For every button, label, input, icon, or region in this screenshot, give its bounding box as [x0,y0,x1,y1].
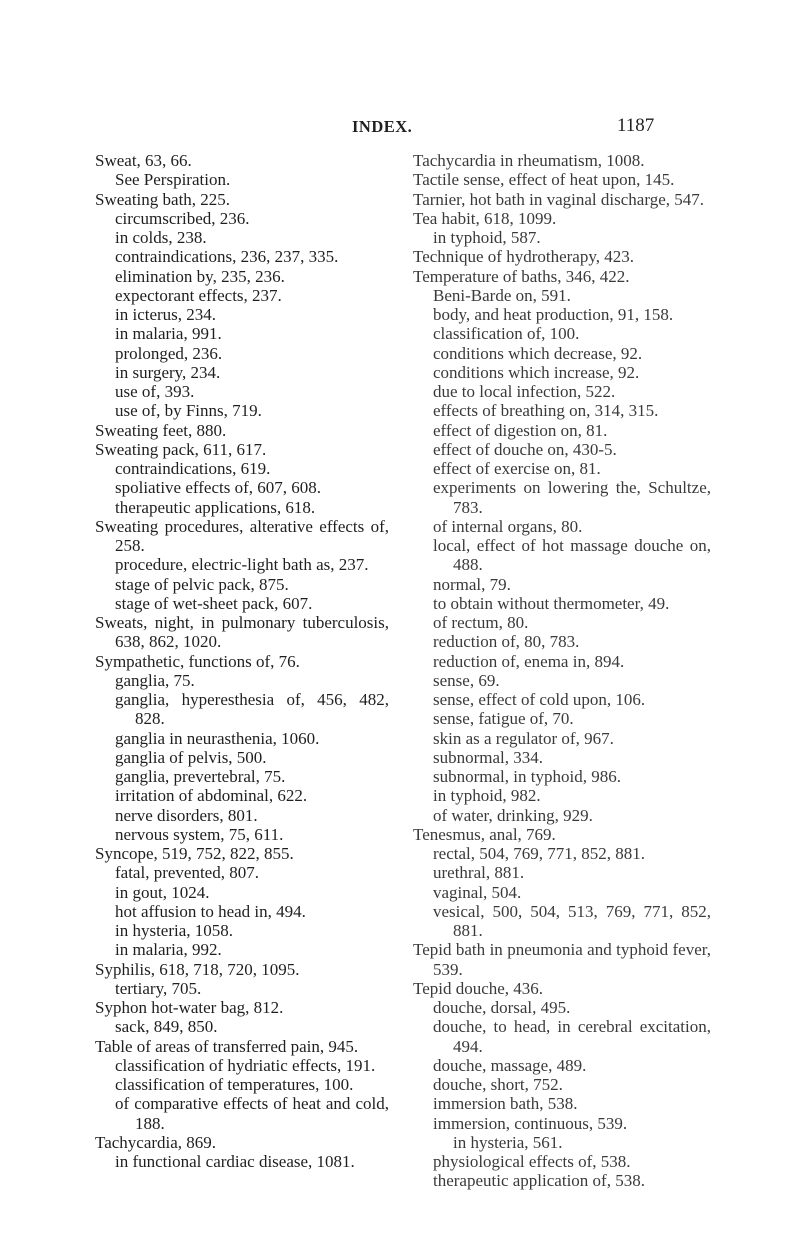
index-subentry: immersion, continuous, 539. [433,1113,628,1133]
index-entry: Tactile sense, effect of heat upon, 145. [413,170,675,190]
index-entry: Tepid douche, 436. [413,978,544,998]
index-subentry: conditions which increase, 92. [433,362,640,382]
index-subentry: douche, to head, in cerebral excitation, 494. [433,1017,711,1056]
index-subentry: fatal, prevented, 807. [115,863,259,883]
index-subentry: to obtain without thermometer, 49. [433,593,670,613]
index-subentry: in malaria, 991. [115,324,222,344]
index-subentry: therapeutic application of, 538. [433,1171,645,1191]
index-subentry: ganglia in neurasthenia, 1060. [115,728,320,748]
index-column-right [413,151,711,1191]
index-subentry: vesical, 500, 504, 513, 769, 771, 852, 881. [433,901,711,940]
index-subentry: circumscribed, 236. [115,208,250,228]
index-subentry: douche, short, 752. [433,1075,563,1094]
index-subentry: stage of wet-sheet pack, 607. [115,593,313,613]
index-subentry: classification of hydriatic effects, 191. [115,1055,376,1075]
index-entry: Sweat, 63, 66. [95,151,192,170]
index-subentry: in malaria, 992. [115,940,222,960]
index-subentry: sack, 849, 850. [115,1017,218,1037]
index-subentry: experiments on lowering the, Schultze, 783. [433,478,711,517]
index-subentry: nerve disorders, 801. [115,805,258,825]
index-subentry: of internal organs, 80. [433,516,583,536]
index-subentry: sense, fatigue of, 70. [433,709,574,729]
index-entry: Temperature of baths, 346, 422. [413,266,630,286]
index-subentry: sense, 69. [433,670,500,690]
index-subentry: conditions which decrease, 92. [433,343,643,363]
index-subentry: in surgery, 234. [115,362,221,382]
index-subentry: hot affusion to head in, 494. [115,901,306,921]
index-entry: Tenesmus, anal, 769. [413,824,556,844]
index-subentry: use of, 393. [115,382,195,401]
index-subentry: immersion bath, 538. [433,1094,578,1114]
index-subentry: effect of digestion on, 81. [433,420,608,440]
index-subentry: reduction of, 80, 783. [433,632,580,652]
index-subentry: effect of exercise on, 81. [433,459,601,478]
index-subentry: douche, massage, 489. [433,1055,587,1075]
index-subentry: in colds, 238. [115,228,207,247]
index-subentry: in typhoid, 982. [433,786,541,806]
index-subentry: subnormal, 334. [433,747,544,767]
index-subentry: ganglia, hyperesthesia of, 456, 482, 828. [115,690,389,729]
index-entry: Sweats, night, in pulmonary tuberculosis, 638, 862, 1020. [95,613,389,652]
index-entry: Tarnier, hot bath in vaginal discharge, 547. [413,189,704,209]
index-entry: Tepid bath in pneumonia and typhoid fever, 539. [413,940,711,979]
index-entry: Tachycardia, 869. [95,1132,217,1152]
index-subentry: rectal, 504, 769, 771, 852, 881. [433,844,645,863]
index-subentry: classification of temperatures, 100. [115,1075,354,1094]
page-number: 1187 [617,115,655,136]
index-entry: Syncope, 519, 752, 822, 855. [95,844,294,863]
index-subentry: therapeutic applications, 618. [115,497,316,517]
index-subentry: prolonged, 236. [115,343,223,363]
index-subentry: contraindications, 236, 237, 335. [115,247,339,267]
index-subentry: douche, dorsal, 495. [433,998,571,1017]
index-subentry: irritation of abdominal, 622. [115,786,308,806]
index-subentry: in hysteria, 1058. [115,921,234,940]
index-subentry: sense, effect of cold upon, 106. [433,690,646,709]
index-subentry: ganglia of pelvis, 500. [115,747,267,767]
index-subentry: in gout, 1024. [115,882,210,902]
index-entry: Sweating feet, 880. [95,420,227,440]
running-header-title: INDEX. [352,117,413,136]
index-subentry: physiological effects of, 538. [433,1152,631,1171]
index-subentry: classification of, 100. [433,324,580,344]
index-subentry: vaginal, 504. [433,882,522,902]
index-subentry: stage of pelvic pack, 875. [115,574,289,594]
index-entry: Sweating procedures, alterative effects of, 258. [95,516,389,555]
index-subentry: urethral, 881. [433,863,525,883]
index-subentry: in typhoid, 587. [433,228,541,247]
index-subentry: local, effect of hot massage douche on, 488. [433,536,711,575]
index-subentry: elimination by, 235, 236. [115,266,285,286]
index-subentry: See Perspiration. [115,170,231,190]
index-subentry: in icterus, 234. [115,305,217,324]
index-subentry: Beni-Barde on, 591. [433,285,571,305]
index-subentry: contraindications, 619. [115,459,271,478]
index-entry: Tea habit, 618, 1099. [413,208,557,228]
index-subentry: expectorant effects, 237. [115,285,282,305]
index-subentry: use of, by Finns, 719. [115,401,262,421]
index-entry: Sweating pack, 611, 617. [95,439,267,459]
index-subentry: of comparative effects of heat and cold, 188. [115,1094,389,1133]
index-subentry: in functional cardiac disease, 1081. [115,1152,355,1171]
index-entry: Sympathetic, functions of, 76. [95,651,300,671]
index-entry: Sweating bath, 225. [95,189,231,209]
index-entry: Syphon hot-water bag, 812. [95,998,284,1017]
index-subentry: effects of breathing on, 314, 315. [433,401,659,421]
index-subentry: skin as a regulator of, 967. [433,728,614,748]
index-subentry: tertiary, 705. [115,978,202,998]
index-subentry: of water, drinking, 929. [433,805,593,825]
index-subentry: spoliative effects of, 607, 608. [115,478,322,498]
index-subentry: of rectum, 80. [433,613,529,632]
index-subentry: reduction of, enema in, 894. [433,651,625,671]
index-subentry: ganglia, prevertebral, 75. [115,767,286,786]
index-subentry: in hysteria, 561. [453,1132,563,1152]
index-entry: Syphilis, 618, 718, 720, 1095. [95,959,300,979]
index-entry: Technique of hydrotherapy, 423. [413,247,634,267]
index-column-left [95,151,389,1171]
index-subentry: ganglia, 75. [115,670,195,690]
index-subentry: due to local infection, 522. [433,382,616,401]
index-subentry: nervous system, 75, 611. [115,824,284,844]
index-entry: Table of areas of transferred pain, 945. [95,1036,359,1056]
index-subentry: body, and heat production, 91, 158. [433,305,674,324]
index-subentry: normal, 79. [433,574,511,594]
index-subentry: effect of douche on, 430-5. [433,439,617,459]
index-subentry: procedure, electric-light bath as, 237. [115,555,369,575]
index-entry: Tachycardia in rheumatism, 1008. [413,151,645,170]
index-subentry: subnormal, in typhoid, 986. [433,767,621,786]
